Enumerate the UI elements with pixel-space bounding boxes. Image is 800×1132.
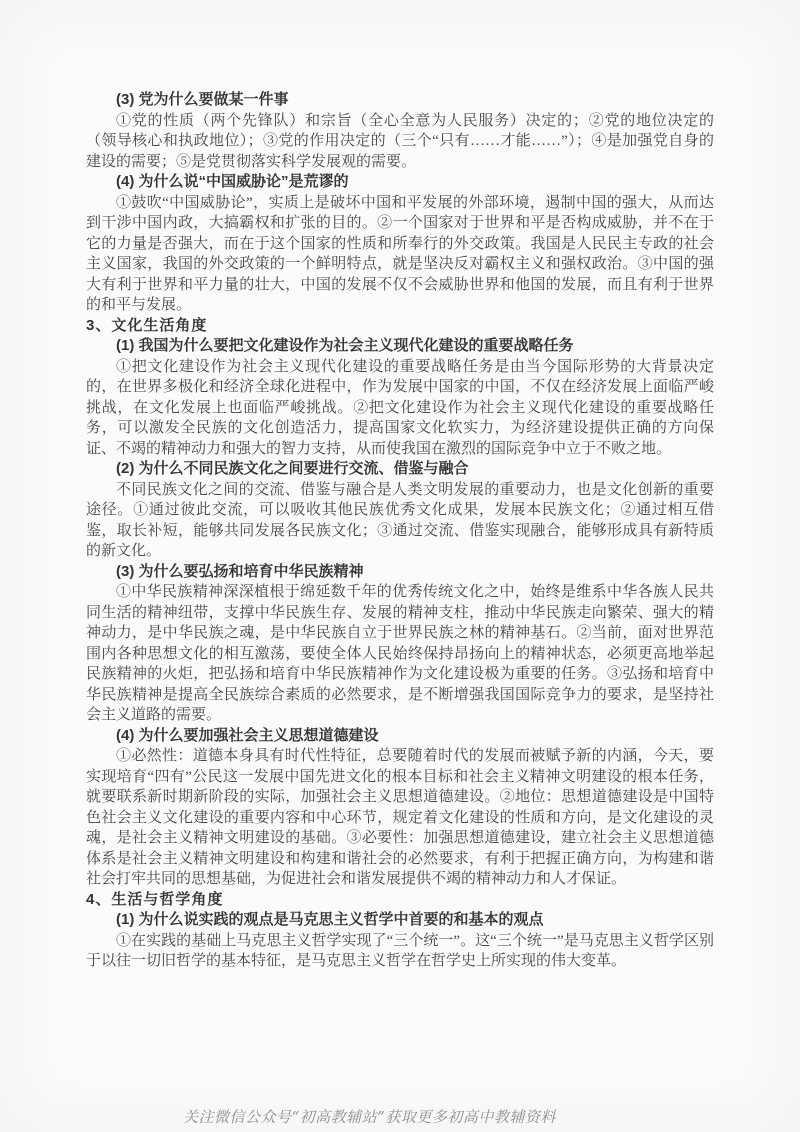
question-heading: (3) 为什么要弘扬和培育中华民族精神 [116,562,364,580]
body-paragraph: ①把文化建设作为社会主义现代化建设的重要战略任务是由当今国际形势的大背景决定的，在世界多极化和经济全球化进程中，作为发展中国家的中国，不仅在经济发展上面临严峻挑战，在文化发展上也面临严峻挑战。②把文化建设作为社会主义现代化建设的重要战略任务，可以激发全民族的文化创造活力，提高国家文化软实力，为经济建设提供正确的方向保证、不竭的精神动力和强大的智力支持，从而使我国在激烈的国际竞争中立于不败之地。 [86,358,714,457]
question-heading: (4) 为什么要加强社会主义思想道德建设 [116,726,379,744]
document-body [86,90,714,972]
body-paragraph: ①中华民族精神深深植根于绵延数千年的优秀传统文化之中，始终是维系中华各族人民共同生活的精神纽带，支撑中华民族生存、发展的精神支柱，推动中华民族走向繁荣、强大的精神动力，是中华民族之魂，是中华民族自立于世界民族之林的精神基石。②当前，面对世界范围内各种思想文化的相互激荡，要使全体人民始终保持昂扬向上的精神状态，必须更高地举起民族精神的火炬，把弘扬和培育中华民族精神作为文化建设极为重要的任务。③弘扬和培育中华民族精神是提高全民族综合素质的必然要求，是不断增强我国国际竞争力的要求，是坚持社会主义道路的需要。 [86,584,714,723]
question-heading: (1) 为什么说实践的观点是马克思主义哲学中首要的和基本的观点 [116,911,544,928]
section-title: 4、生活与哲学角度 [86,890,224,908]
footer-note: 关注微信公众号“初高教辅站”获取更多初高中教辅资料 [183,1108,556,1126]
body-paragraph: ①必然性：道德本身具有时代性特征，总要随着时代的发展而被赋予新的内涵，今天，要实现培育“四有”公民这一发展中国先进文化的根本目标和社会主义精神文明建设的根本任务，就要联系新时期新阶段的实际，加强社会主义思想道德建设。②地位：思想道德建设是中国特色社会主义文化建设的重要内容和中心环节，规定着文化建设的性质和方向，是文化建设的灵魂，是社会主义精神文明建设的基础。③必要性：加强思想道德建设，建立社会主义思想道德体系是社会主义精神文明建设和构建和谐社会的必然要求，有利于把握正确方向，为构建和谐社会打牢共同的思想基础，为促进社会和谐发展提供不竭的精神动力和人才保证。 [86,748,714,887]
question-heading: (4) 为什么说“中国威胁论”是荒谬的 [116,173,349,190]
body-paragraph: ①党的性质（两个先锋队）和宗旨（全心全意为人民服务）决定的；②党的地位决定的（领导核心和执政地位）；③党的作用决定的（三个“只有……才能……”）；④是加强党自身的建设的需要；⑤是党贯彻落实科学发展观的需要。 [86,112,714,170]
question-heading: (1) 我国为什么要把文化建设作为社会主义现代化建设的重要战略任务 [116,337,574,354]
question-heading: (2) 为什么不同民族文化之间要进行交流、借鉴与融合 [116,460,469,477]
question-heading: (3) 党为什么要做某一件事 [116,91,289,108]
section-title: 3、文化生活角度 [86,316,208,334]
body-paragraph: ①鼓吹“中国威胁论”，实质上是破坏中国和平发展的外部环境，遏制中国的强大，从而达到干涉中国内政，大搞霸权和扩张的目的。②一个国家对于世界和平是否构成威胁，并不在于它的力量是否强大，而在于这个国家的性质和所奉行的外交政策。我国是人民民主专政的社会主义国家，我国的外交政策的一个鲜明特点，就是坚决反对霸权主义和强权政治。③中国的强大有利于世界和平力量的壮大，中国的发展不仅不会威胁世界和他国的发展，而且有利于世界的和平与发展。 [86,194,714,313]
body-paragraph: 不同民族文化之间的交流、借鉴与融合是人类文明发展的重要动力，也是文化创新的重要途径。①通过彼此交流，可以吸收其他民族优秀文化成果，发展本民族文化；②通过相互借鉴，取长补短，能够共同发展各民族文化；③通过交流、借鉴实现融合，能够形成具有新特质的新文化。 [86,481,714,559]
body-paragraph: ①在实践的基础上马克思主义哲学实现了“三个统一”。这“三个统一”是马克思主义哲学区别于以往一切旧哲学的基本特征，是马克思主义哲学在哲学史上所实现的伟大变革。 [86,932,714,969]
